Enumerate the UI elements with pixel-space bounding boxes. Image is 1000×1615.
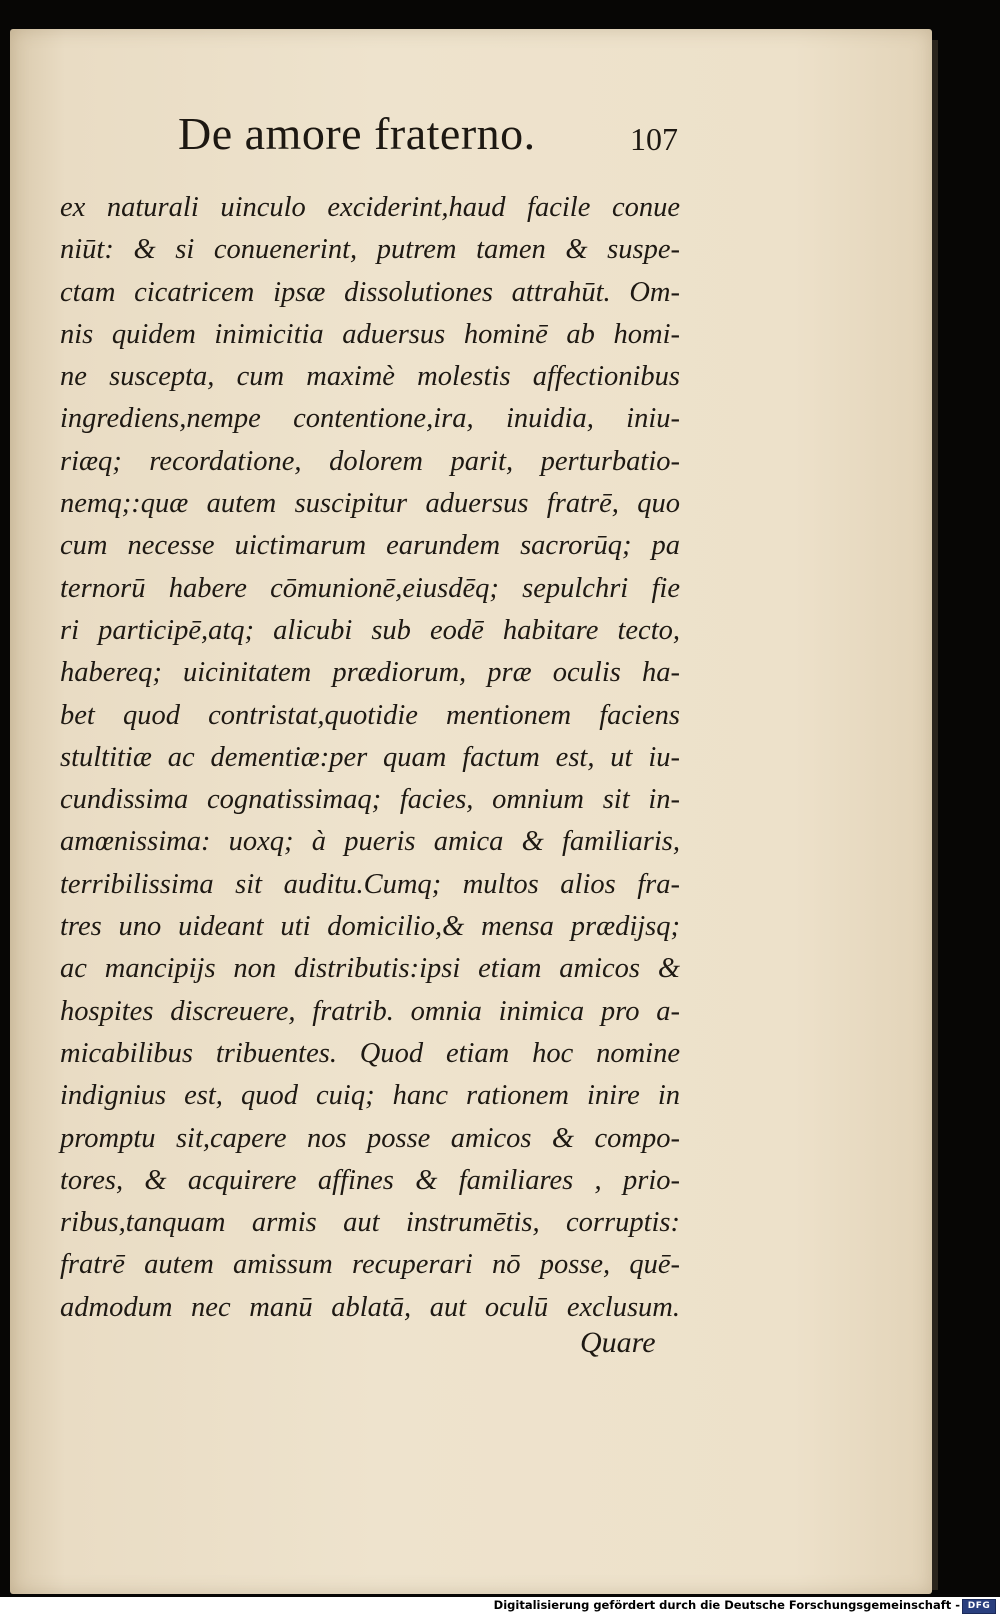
body-text [60,187,680,1329]
text-line: fratrē autem amissum recuperari nō posse, quē- [60,1249,680,1281]
text-line: nemq;:quæ autem suscipitur aduersus fratrē, quo [60,488,680,520]
text-line: promptu sit,capere nos posse amicos & compo- [60,1122,680,1154]
text-line: ne suscepta, cum maximè molestis affectionibus [60,361,680,393]
digitization-footer [0,1597,1000,1615]
text-line: ingrediens,nempe contentione,ira, inuidia, iniu- [60,403,680,435]
text-line: indignius est, quod cuiq; hanc rationem inire in [60,1080,680,1112]
dfg-logo-icon: DFG [962,1599,996,1614]
text-line: riæq; recordatione, dolorem parit, perturbatio- [60,445,680,477]
text-line: stultitiæ ac dementiæ:per quam factum est, ut iu- [60,741,680,773]
text-line: habereq; uicinitatem prædiorum, præ oculis ha- [60,657,680,689]
text-line: tres uno uideant uti domicilio,& mensa prædijsq; [60,911,680,943]
text-line: ctam cicatricem ipsæ dissolutiones attrahūt. Om- [60,276,680,308]
running-title: De amore fraterno. [178,108,536,159]
text-line: bet quod contristat,quotidie mentionem faciens [60,699,680,731]
text-line: cum necesse uictimarum earundem sacrorūq; pa [60,530,680,562]
text-line: nis quidem inimicitia aduersus hominē ab homi- [60,318,680,350]
page-edge [932,40,938,1590]
text-line: ribus,tanquam armis aut instrumētis, corruptis: [60,1207,680,1239]
book-page [10,29,932,1594]
catchword: Quare [580,1326,656,1359]
text-line: niūt: & si conuenerint, putrem tamen & suspe- [60,234,680,266]
page-number: 107 [630,121,678,157]
text-line: tores, & acquirere affines & familiares , prio- [60,1164,680,1196]
text-line: amœnissima: uoxq; à pueris amica & familiaris, [60,826,680,858]
text-line: ac mancipijs non distributis:ipsi etiam amicos & [60,953,680,985]
text-line: admodum nec manū ablatā, aut oculū exclusum. [60,1291,680,1323]
text-line: terribilissima sit auditu.Cumq; multos alios fra- [60,868,680,900]
text-line: ex naturali uinculo exciderint,haud facile conue [60,192,680,223]
text-line: micabilibus tribuentes. Quod etiam hoc nomine [60,1037,680,1069]
footer-credit: Digitalisierung gefördert durch die Deutsche Forschungsgemeinschaft - [493,1598,960,1612]
text-line: ternorū habere cōmunionē,eiusdēq; sepulchri fie [60,572,680,604]
text-line: hospites discreuere, fratrib. omnia inimica pro a- [60,995,680,1027]
text-line: cundissima cognatissimaq; facies, omnium sit in- [60,784,680,816]
page-header [178,107,678,167]
text-line: ri participē,atq; alicubi sub eodē habitare tecto, [60,614,680,646]
